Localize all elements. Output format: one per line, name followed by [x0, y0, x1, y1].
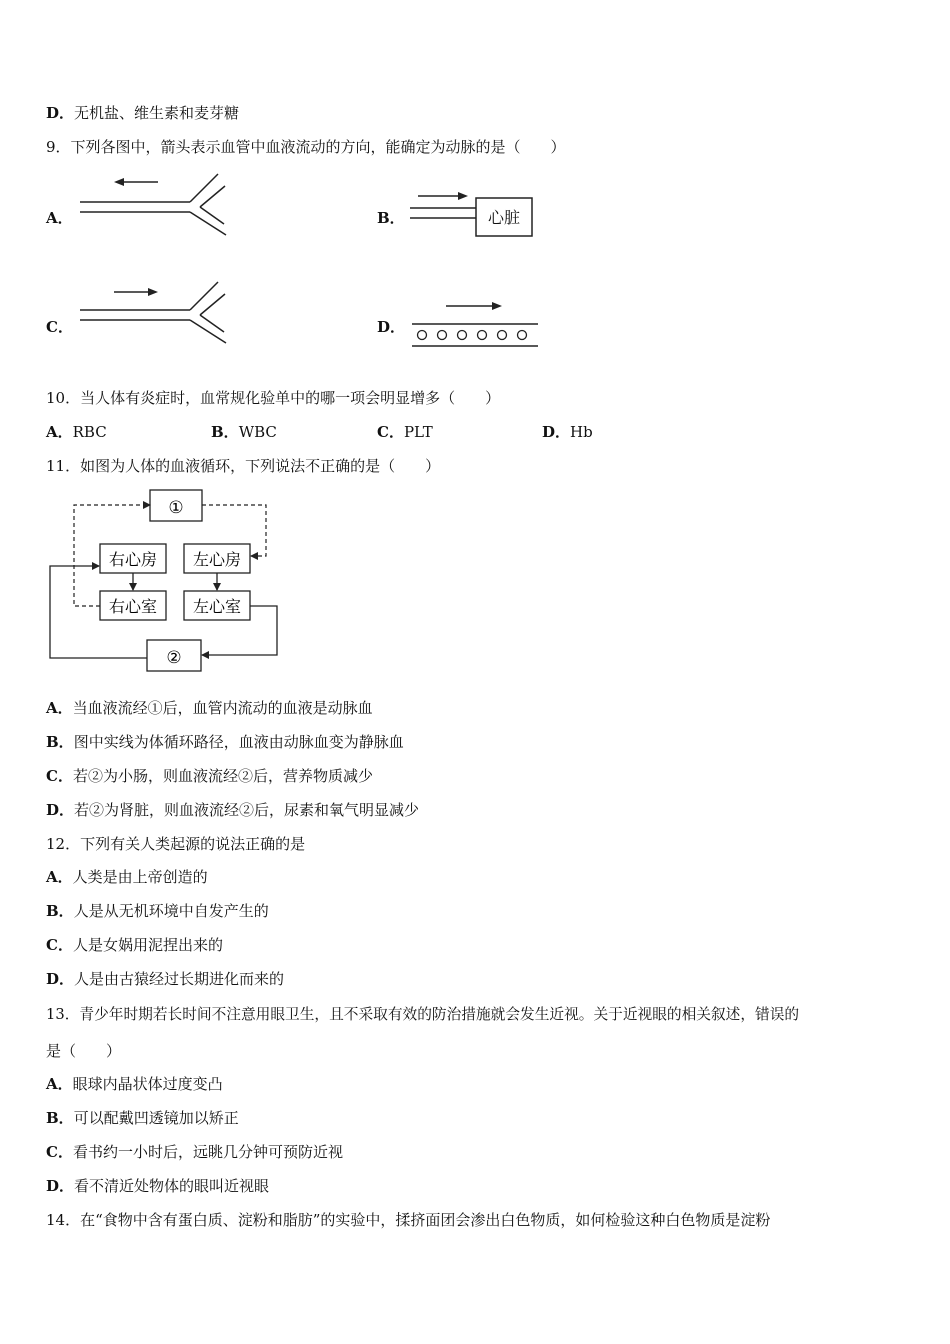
q11-option-a: [46, 697, 373, 718]
option-text: Hb: [570, 423, 593, 441]
q10-option-b: [211, 421, 277, 442]
q10-stem: 10．当人体有炎症时，血常规化验单中的哪一项会明显增多（ ）: [46, 389, 501, 407]
q13-option-a: [46, 1073, 223, 1094]
q10-option-d: [542, 421, 593, 442]
option-letter: B．: [46, 733, 74, 751]
q10-option-a: [46, 421, 107, 442]
option-text: 人是女娲用泥捏出来的: [72, 936, 223, 954]
q8-option-d: [46, 102, 239, 123]
right-ventricle-label: 右心室: [108, 597, 158, 616]
q12-option-d: [46, 968, 284, 989]
q12-option-b: [46, 900, 269, 921]
q11-option-c: [46, 765, 373, 786]
option-text: 若②为小肠，则血液流经②后，营养物质减少: [72, 767, 373, 785]
q13-stem-line1: 13．青少年时期若长时间不注意用眼卫生，且不采取有效的防治措施就会发生近视。关于近视眼的相关叙述，错误的: [46, 1006, 800, 1023]
option-text: 无机盐、维生素和麦芽糖: [74, 104, 240, 122]
option-letter: D．: [46, 801, 75, 819]
q9-diagram-b: [408, 188, 538, 240]
q10-option-c: [377, 421, 433, 442]
q11-option-b: [46, 731, 404, 752]
option-letter: D．: [46, 970, 75, 988]
q13-option-c: [46, 1141, 343, 1162]
option-text: 人是由古猿经过长期进化而来的: [74, 970, 285, 988]
option-text: 眼球内晶状体过度变凸: [72, 1075, 223, 1093]
q12-stem: 12．下列有关人类起源的说法正确的是: [46, 835, 306, 853]
q12-option-c: [46, 934, 223, 955]
option-text: 人是从无机环境中自发产生的: [73, 902, 269, 920]
q12-option-a: [46, 866, 208, 887]
heart-label: 心脏: [487, 208, 521, 227]
option-text: 图中实线为体循环路径，血液由动脉血变为静脉血: [73, 733, 404, 751]
right-atrium-label: 右心房: [108, 550, 158, 569]
q9-label-a: A．: [46, 209, 73, 227]
q13-stem-line2: 是（ ）: [46, 1042, 122, 1060]
option-letter: A．: [46, 699, 73, 717]
q9-diagram-c: [78, 280, 238, 350]
option-text: RBC: [72, 423, 107, 441]
option-text: WBC: [238, 423, 277, 441]
q9-label-c: C．: [46, 318, 73, 336]
left-ventricle-label: 左心室: [192, 597, 242, 616]
option-letter: A．: [46, 1075, 73, 1093]
option-text: 若②为肾脏，则血液流经②后，尿素和氧气明显减少: [74, 801, 420, 819]
q9-label-b: B．: [377, 209, 405, 227]
q11-stem: 11．如图为人体的血液循环，下列说法不正确的是（ ）: [46, 457, 441, 475]
box1-label: ①: [168, 498, 184, 518]
option-letter: D．: [542, 423, 571, 441]
option-text: 人类是由上帝创造的: [72, 868, 208, 886]
option-letter: A．: [46, 423, 73, 441]
option-letter: A．: [46, 868, 73, 886]
option-text: PLT: [403, 423, 433, 441]
option-letter: D．: [46, 1177, 75, 1195]
q9-label-d: D．: [377, 318, 406, 336]
q11-option-d: [46, 799, 419, 820]
q9-diagram-d: [410, 296, 542, 348]
left-atrium-label: 左心房: [192, 550, 242, 569]
option-letter: D．: [46, 104, 75, 122]
q13-option-d: [46, 1175, 269, 1196]
q9-stem: 9．下列各图中，箭头表示血管中血液流动的方向，能确定为动脉的是（ ）: [46, 138, 566, 156]
option-letter: C．: [377, 423, 404, 441]
q11-circulation-diagram: [44, 486, 284, 676]
q9-diagram-a: [78, 172, 238, 242]
option-text: 看不清近处物体的眼叫近视眼: [74, 1177, 270, 1195]
box2-label: ②: [166, 648, 182, 668]
q13-option-b: [46, 1107, 239, 1128]
q14-stem: 14．在“食物中含有蛋白质、淀粉和脂肪”的实验中，揉挤面团会渗出白色物质，如何检验这种白色物质是淀粉: [46, 1211, 771, 1229]
option-letter: C．: [46, 1143, 73, 1161]
option-letter: B．: [211, 423, 239, 441]
option-letter: C．: [46, 936, 73, 954]
option-text: 可以配戴凹透镜加以矫正: [73, 1109, 239, 1127]
option-text: 当血液流经①后，血管内流动的血液是动脉血: [72, 699, 373, 717]
option-letter: B．: [46, 902, 74, 920]
option-text: 看书约一小时后，远眺几分钟可预防近视: [72, 1143, 343, 1161]
option-letter: B．: [46, 1109, 74, 1127]
option-letter: C．: [46, 767, 73, 785]
